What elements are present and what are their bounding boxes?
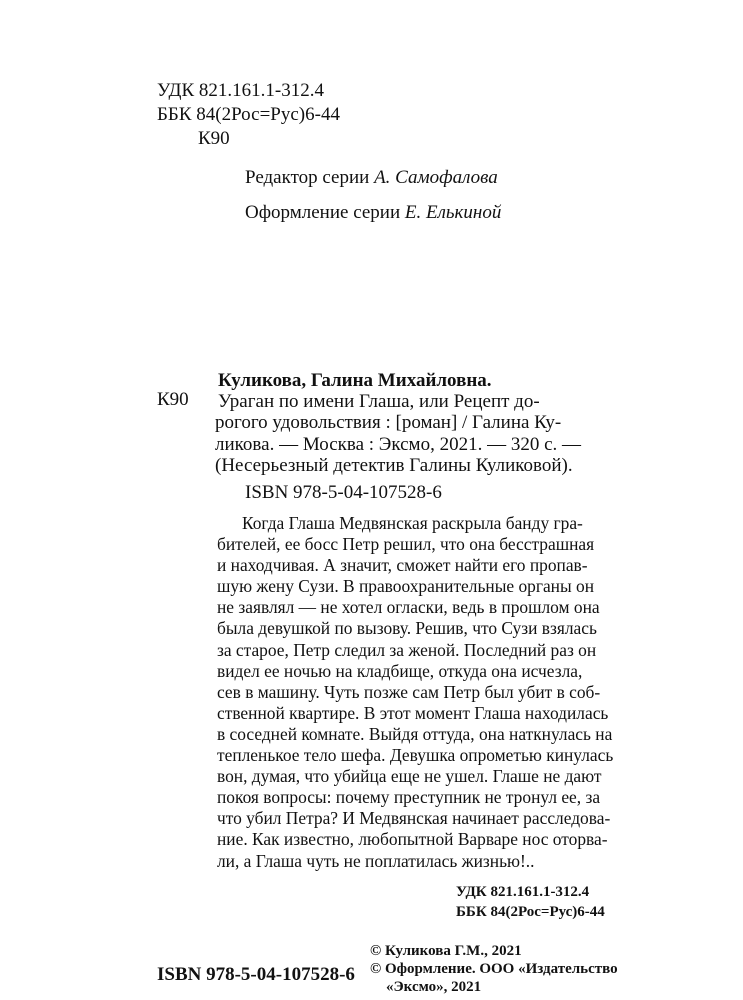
annotation-line: за старое, Петр следил за женой. Последний раз он	[217, 639, 597, 660]
author-sign-left: К90	[157, 389, 189, 410]
annotation-line: Когда Глаша Медвянская раскрыла банду гра-	[242, 513, 583, 533]
annotation-line: покоя вопросы: почему преступник не тронул ее, за	[217, 787, 601, 808]
series-design-name: Е. Елькиной	[404, 202, 502, 223]
annotation-line: бителей, ее босс Петр решил, что она бесстрашная	[217, 534, 595, 555]
annotation-line: сев в машину. Чуть позже сам Петр был убит в соб-	[217, 681, 601, 702]
description-line: рогого удовольствия : [роман] / Галина Ку-	[215, 412, 562, 434]
series-editor-credit	[245, 167, 498, 189]
annotation-line: и находчивая. А значит, сможет найти его пропав-	[217, 555, 588, 576]
copyright-publisher: «Эксмо», 2021	[386, 979, 482, 995]
annotation-line: вон, думая, что убийца еще не ушел. Глаше не дают	[217, 766, 602, 787]
isbn-footer: ISBN 978-5-04-107528-6	[157, 964, 355, 985]
annotation-line: не заявлял — не хотел огласки, ведь в прошлом она	[217, 597, 600, 618]
annotation-line: была девушкой по вызову. Решив, что Сузи взялась	[217, 618, 597, 639]
series-editor-name: А. Самофалова	[374, 167, 498, 188]
description-line: ликова. — Москва : Эксмо, 2021. — 320 с. —	[215, 433, 582, 455]
description-line: Ураган по имени Глаша, или Рецепт до-	[218, 391, 540, 412]
series-editor-label: Редактор серии	[245, 167, 370, 188]
copyright-block	[370, 942, 618, 996]
series-design-label: Оформление серии	[245, 202, 401, 223]
series-design-credit	[245, 202, 501, 224]
annotation-line: шую жену Сузи. В правоохранительные органы он	[217, 576, 595, 597]
udk-code-top: УДК 821.161.1-312.4	[157, 80, 324, 101]
author-sign-top: К90	[198, 128, 230, 149]
annotation-line: ли, а Глаша чуть не поплатилась жизнью!..	[217, 850, 535, 871]
bibliographic-description	[215, 391, 582, 476]
annotation-text	[217, 513, 613, 872]
annotation-line: что убил Петра? И Медвянская начинает расследова-	[217, 808, 611, 829]
annotation-line: в соседней комнате. Выйдя оттуда, она наткнулась на	[217, 723, 613, 744]
udk-code-bottom: УДК 821.161.1-312.4	[456, 884, 590, 900]
copyright-design: © Оформление. ООО «Издательство	[370, 961, 618, 977]
annotation-line: ственной квартире. В этот момент Глаша находилась	[217, 702, 609, 723]
description-line: (Несерьезный детектив Галины Куликовой).	[215, 454, 573, 476]
author-heading: Куликова, Галина Михайловна.	[218, 370, 492, 391]
isbn-record: ISBN 978-5-04-107528-6	[245, 482, 442, 503]
bbk-code-bottom: ББК 84(2Рос=Рус)6-44	[456, 904, 605, 920]
annotation-line: видел ее ночью на кладбище, откуда она исчезла,	[217, 660, 583, 681]
copyright-author: © Куликова Г.М., 2021	[370, 943, 522, 959]
annotation-line: тепленькое тело шефа. Девушка опрометью кинулась	[217, 745, 614, 766]
annotation-line: ние. Как известно, любопытной Варваре нос оторва-	[217, 829, 608, 850]
bbk-code-top: ББК 84(2Рос=Рус)6-44	[157, 104, 340, 125]
